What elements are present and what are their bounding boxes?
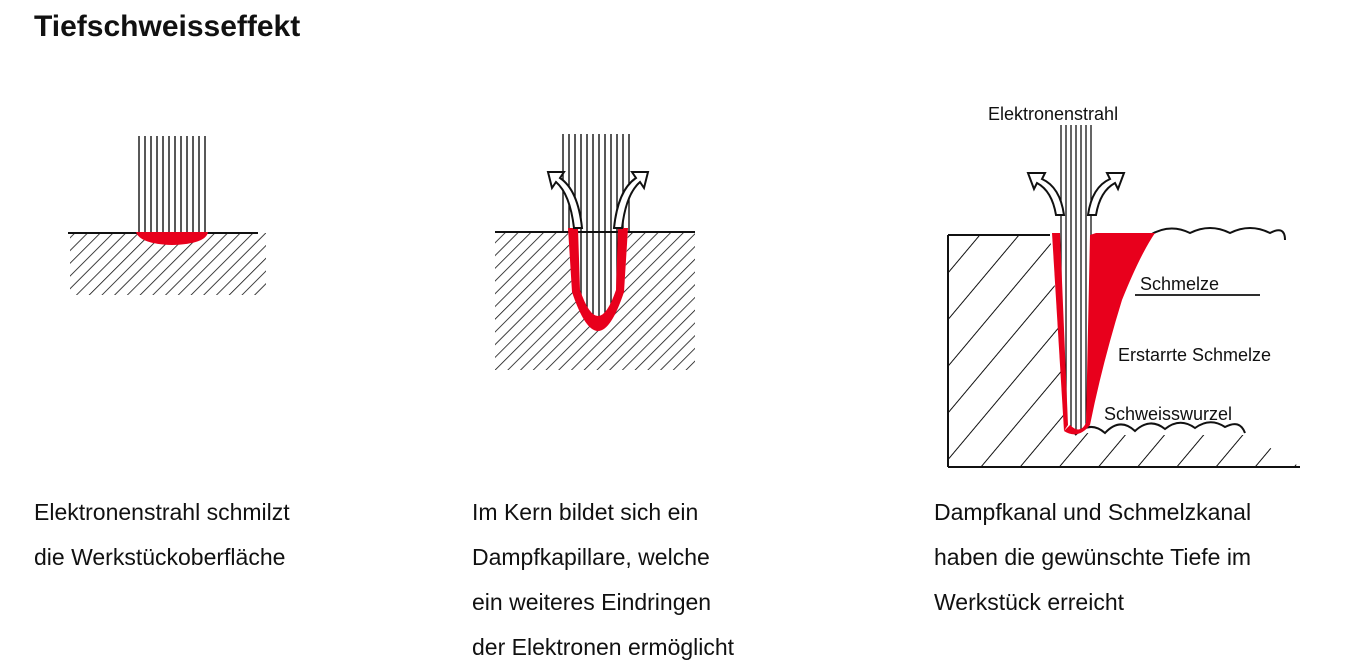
caption-line: haben die gewünschte Tiefe im xyxy=(934,544,1252,570)
diagram-capillary-forming xyxy=(490,120,700,370)
weld-seam-surface xyxy=(1150,228,1285,240)
caption-line: Im Kern bildet sich ein xyxy=(472,499,699,525)
diagram-surface-melting xyxy=(60,120,270,310)
caption-panel-2 xyxy=(472,490,734,670)
caption-line: Elektronenstrahl schmilzt xyxy=(34,499,290,525)
label-melt: Schmelze xyxy=(1140,274,1220,294)
label-electron-beam: Elektronenstrahl xyxy=(988,104,1119,124)
caption-line: Dampfkanal und Schmelzkanal xyxy=(934,499,1252,525)
label-solidified-melt: Erstarrte Schmelze xyxy=(1118,345,1272,365)
page-title: Tiefschweisseffekt xyxy=(34,10,301,43)
caption-panel-3 xyxy=(934,490,1251,625)
caption-panel-1 xyxy=(34,490,290,580)
label-weld-root: Schweisswurzel xyxy=(1104,404,1233,424)
electron-beam xyxy=(134,136,210,233)
caption-line: Dampfkapillare, welche xyxy=(472,544,710,570)
caption-line: der Elektronen ermöglicht xyxy=(472,634,735,660)
electron-beam xyxy=(1058,125,1094,235)
caption-line: Werkstück erreicht xyxy=(934,589,1125,615)
caption-line: die Werkstückoberfläche xyxy=(34,544,286,570)
caption-line: ein weiteres Eindringen xyxy=(472,589,712,615)
